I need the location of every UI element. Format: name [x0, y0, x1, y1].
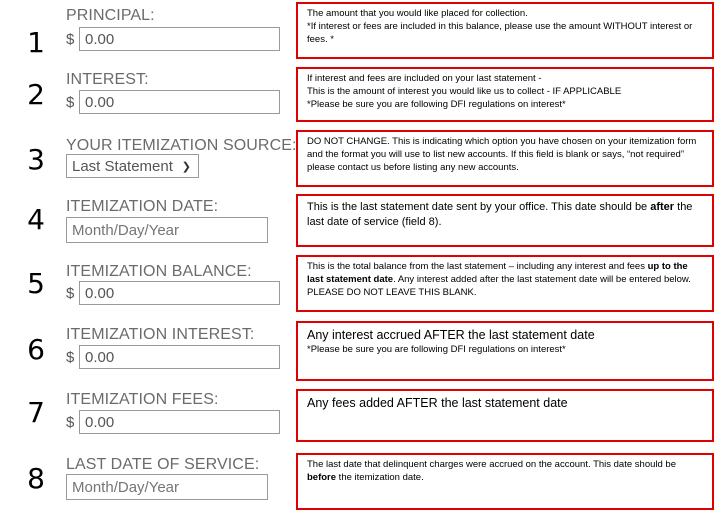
itemization-fees-label: ITEMIZATION FEES: [66, 391, 219, 408]
itemization-source-note [296, 130, 714, 187]
itemization-interest-label: ITEMIZATION INTEREST: [66, 326, 255, 343]
principal-input[interactable] [79, 27, 280, 51]
field-number: 7 [27, 396, 45, 429]
field-number: 2 [27, 78, 45, 111]
note-line: This is the amount of interest you would like us to collect - IF APPLICABLE [307, 85, 622, 97]
note-text: This is the total balance from the last statement – including any interest and fees [307, 261, 648, 272]
note-line: *Please be sure you are following DFI regulations on interest* [307, 98, 566, 110]
note-line: If interest and fees are included on your last statement - [307, 73, 542, 84]
itemization-balance-input[interactable] [79, 281, 280, 305]
note-bold: before [307, 471, 337, 483]
note-text: the itemization date. [336, 471, 424, 483]
interest-note [296, 67, 714, 122]
field-number: 5 [27, 267, 45, 300]
currency-symbol: $ [66, 349, 75, 366]
principal-note [296, 2, 714, 59]
itemization-balance-note [296, 255, 714, 312]
last-date-of-service-label: LAST DATE OF SERVICE: [66, 456, 260, 473]
last-date-of-service-note [296, 453, 714, 510]
note-text: . Any interest added after the last statement date will be entered below. PLEASE DO NOT LEAVE THIS BLANK. [307, 273, 691, 298]
note-bold: up to the last statement date [307, 261, 688, 285]
itemization-fees-input[interactable] [79, 410, 280, 434]
note-text: This is the last statement date sent by your office. This date should be [307, 201, 651, 213]
currency-symbol: $ [66, 285, 75, 302]
field-number: 6 [27, 333, 45, 366]
note-line: DO NOT CHANGE. This is indicating which option you have chosen on your itemization form and the format you will use to list new accounts. If this field is blank or says, “not required” please contact us before listing any new accounts. [307, 136, 697, 173]
itemization-source-select[interactable] [66, 154, 199, 178]
select-value: Last Statement [72, 157, 173, 175]
note-line: The amount that you would like placed for collection. [307, 8, 528, 19]
itemization-balance-label: ITEMIZATION BALANCE: [66, 263, 252, 280]
currency-symbol: $ [66, 31, 75, 48]
note-bold: after [650, 201, 675, 213]
currency-symbol: $ [66, 414, 75, 431]
interest-input[interactable] [79, 90, 280, 114]
field-number: 1 [27, 26, 45, 59]
currency-symbol: $ [66, 94, 75, 111]
principal-label: PRINCIPAL: [66, 7, 155, 24]
itemization-date-input[interactable] [66, 217, 268, 243]
note-line: *Please be sure you are following DFI regulations on interest* [307, 343, 566, 355]
itemization-fees-note [296, 389, 714, 442]
note-text: the last date of service (field 8). [307, 201, 693, 228]
field-number: 4 [27, 203, 45, 236]
itemization-interest-input[interactable] [79, 345, 280, 369]
note-line: *If interest or fees are included in this balance, please use the amount WITHOUT interest or fees. * [307, 20, 693, 45]
note-line: Any interest accrued AFTER the last statement date [307, 328, 595, 342]
itemization-source-label: YOUR ITEMIZATION SOURCE: [66, 137, 297, 154]
chevron-down-icon: ❯ [181, 160, 191, 173]
itemization-interest-note [296, 321, 714, 381]
field-number: 8 [27, 462, 45, 495]
interest-label: INTEREST: [66, 71, 149, 88]
field-number: 3 [27, 143, 45, 176]
note-text: The last date that delinquent charges were accrued on the account. This date should be [307, 459, 676, 470]
itemization-date-note [296, 194, 714, 247]
itemization-date-label: ITEMIZATION DATE: [66, 198, 219, 215]
note-line: Any fees added AFTER the last statement date [307, 396, 568, 410]
last-date-of-service-input[interactable] [66, 474, 268, 500]
